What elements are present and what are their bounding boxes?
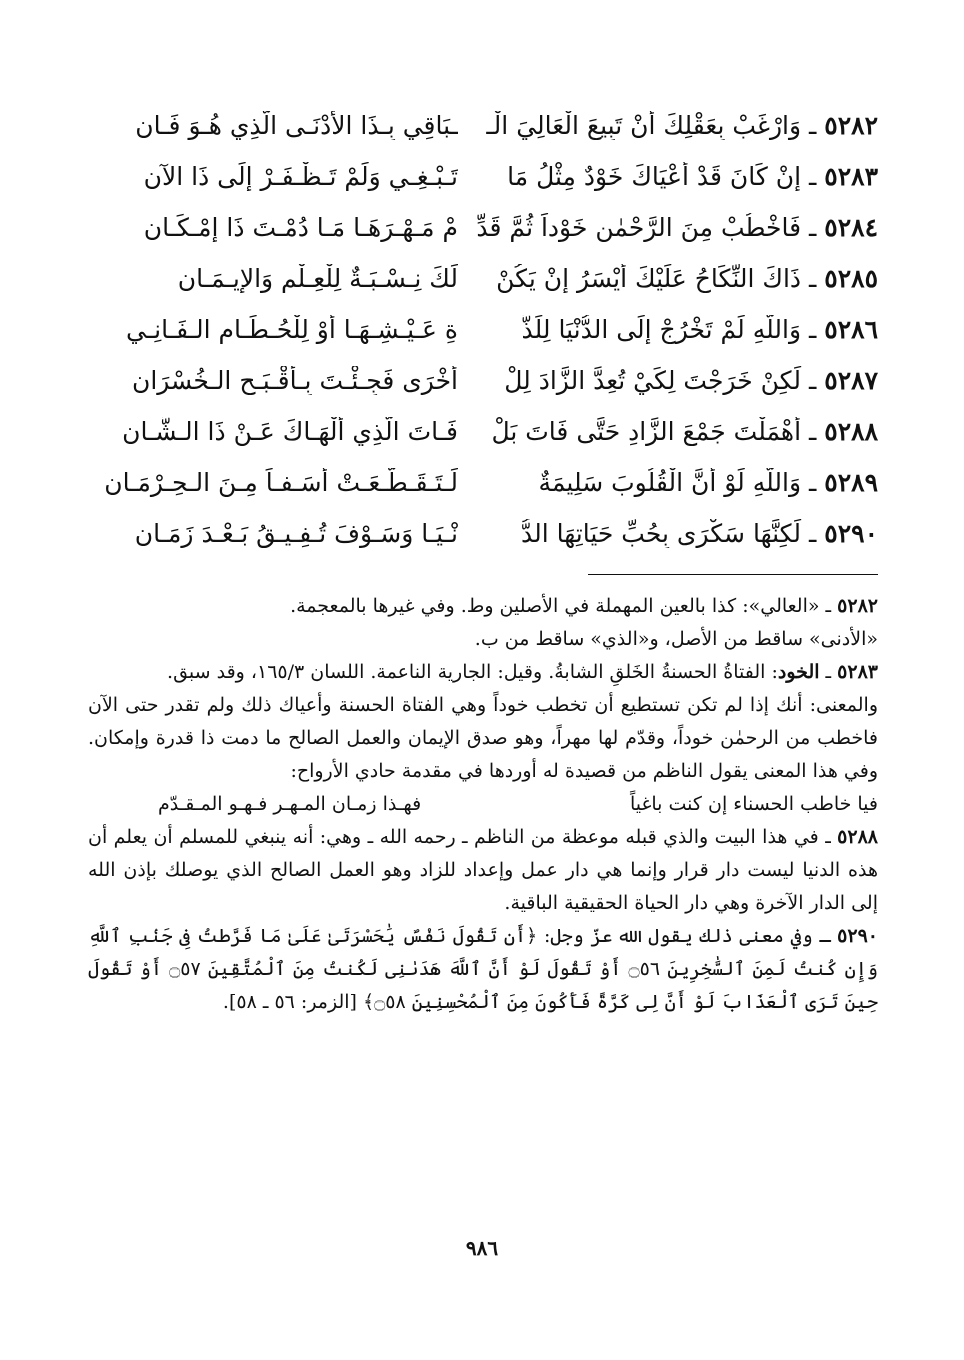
quran-citation: [الزمر: ٥٦ ـ ٥٨]. [222,991,357,1013]
footnote-5288: ٥٢٨٨ ـ في هذا البيت والذي قبله موعظة من الناظم ـ رحمه الله ـ وهي: أنه ينبغي للمسلم أن يعلم أن هذه الدنيا ليست دار قرار وإنما هي دار عمل وإعداد للزاد وهو العمل الصالح الذي يوصلك بإذن الله إلى الدار الآخرة وهي دار الحياة الحقيقية الباقية. [88,826,878,914]
footnote-meaning: والمعنى: أنك إذا لم تكن تستطيع أن تخطب خوداً وهي الفتاة الحسنة وأعياك ذلك ولم تقدر حتى الآن فاخطب من الرحمٰن خوداً، وقدّم لها مهراً، وهو صدق الإيمان والعمل الصالح ما دمت ذا قدرة وإمكان. وفي هذا المعنى يقول الناظم من قصيدة له أوردها في مقدمة حادي الأرواح: [88,694,878,782]
footnote-keyword: الخود [777,661,820,683]
verse-first-text: ـ أَهْمَلْتَ جَمْعَ الزَّادِ حَتَّى فَاتَ بَلْ [491,417,817,446]
verse-number: ٥٢٨٤ [824,213,878,242]
verse-number: ٥٢٨٧ [824,366,878,395]
verse-number: ٥٢٩٠ [824,519,878,548]
verse-first-hemistich [473,468,878,497]
footnote-text: في هذا البيت والذي قبله موعظة من الناظم ـ رحمه الله ـ وهي: أنه ينبغي للمسلم أن يعلم أن هذه الدنيا ليست دار قرار وإنما هي دار عمل وإعداد للزاد وهو العمل الصالح الذي يوصلك بإذن الله إلى الدار الآخرة وهي دار الحياة الحقيقية الباقية. [88,826,878,914]
verse-row [88,253,878,304]
verse-first-text: ـ فَاخْطُبْ مِنَ الرَّحْمٰنِ خَوْداً ثُمَّ قَدِّ [476,213,817,242]
verse-first-hemistich [473,417,878,446]
verse-first-text: ـ إِنْ كَانَ قَدْ أَعْيَاكَ خَوْدٌ مِثْلُ مَا [507,162,817,191]
verse-first-text: ـ لَكِنَّهَا سَكْرَى بِحُبِّ حَيَاتِهَا الدُّ [521,519,817,548]
verse-second-hemistich: لَكَ نِـسْـبَـةٌ لِلْعِـلْمِ وَالإِيـمَـانِ [177,264,458,293]
verse-first-text: ـ وَارْغَبْ بِعَقْلِكَ أَنْ تَبِيعَ الْعَالِيَ الْـ [486,111,817,140]
verse-second-hemistich: فَـاتَ الَّذِي أَلْهَـاكَ عَـنْ ذَا الـشَّـانِ [122,417,458,446]
verse-second-hemistich: ـبَاقِي بِـذَا الأَدْنَـى الَّذِي هُـوَ فَـانِ [135,111,458,140]
footnote-divider [588,574,878,575]
verse-first-hemistich [473,264,878,293]
footnote-number: ٥٢٨٣ [837,661,878,683]
footnote-text: «العالي»: كذا بالعين المهملة في الأصلين وط. وفي غيرها بالمعجمة. [290,595,820,617]
verse-number: ٥٢٨٦ [824,315,878,344]
verse-number: ٥٢٨٨ [824,417,878,446]
verse-first-hemistich [473,519,878,548]
verse-row [88,508,878,559]
footnote-number: ٥٢٨٨ [837,826,878,848]
verse-first-hemistich [473,366,878,395]
verse-second-hemistich: أُخْرَى فَجِـئْـتَ بِـأَقْـبَـحِ الـخُسْرَانِ [131,366,458,395]
verse-second-hemistich: مْ مَـهْـرَهَـا مَـا دُمْـتَ ذَا إِمْـكَـانِ [143,213,458,242]
footnote-5283: ٥٢٨٣ ـ الخود: الفتاةُ الحسنةُ الخَلقِ الشابةُ. وقيل: الجارية الناعمة. اللسان ١٦٥/٣، وقد سبق. [167,661,878,683]
verse-number: ٥٢٨٢ [824,111,878,140]
footnote-number: ٥٢٩٠ [837,925,878,947]
footnote-5282: ٥٢٨٢ ـ «العالي»: كذا بالعين المهملة في الأصلين وط. وفي غيرها بالمعجمة. «الأدنى» ساقط من الأصل، و«الذي» ساقط من ب. [290,595,878,650]
verse-row [88,457,878,508]
verse-row [88,355,878,406]
footnote-text: : الفتاةُ الحسنةُ الخَلقِ الشابةُ. وقيل: الجارية الناعمة. اللسان [310,661,778,683]
verse-first-hemistich [473,315,878,344]
verse-second-hemistich: نْـيَـا وَسَـوْفَ تُـفِـيـقُ بَـعْـدَ زَمَـانِ [134,519,458,548]
poem-verses [88,100,878,559]
verse-row [88,151,878,202]
verse-number: ٥٢٨٩ [824,468,878,497]
verse-first-hemistich [473,111,878,140]
footnote-number: ٥٢٨٢ [837,595,878,617]
verse-row [88,202,878,253]
footnotes [88,590,878,1019]
verse-second-hemistich: ةِ عَـيْـشِـهَـا أَوْ لِلْحُـطَـامِ الـفَـانِـي [126,315,458,344]
verse-first-hemistich [473,213,878,242]
page-number: ٩٨٦ [465,1236,499,1260]
footnote-5290: ٥٢٩٠ ـ وفي معنى ذلك يقول الله عزّ وجل: ﴿أَن تَقُولَ نَفْسٌ يَٰحَسْرَتَىٰ عَلَىٰ مَا فَرَّطتُ فِى جَنۢبِ ٱللَّهِ وَإِن كُنتُ لَمِنَ ٱلسَّٰخِرِينَ ۝٥٦ أَوْ تَقُولَ لَوْ أَنَّ ٱللَّهَ هَدَىٰنِى لَكُنتُ مِنَ ٱلْمُتَّقِينَ ۝٥٧ أَوْ تَقُولَ حِينَ تَرَى ٱلْعَذَابَ لَوْ أَنَّ لِى كَرَّةً فَأَكُونَ مِنَ ٱلْمُحْسِنِينَ ۝٥٨﴾ [الزمر: ٥٦ ـ ٥٨]. [88,925,878,1013]
verse-first-text: ـ ذَاكَ النِّكَاحُ عَلَيْكَ أَيْسَرُ إِنْ يَكُنْ [496,264,817,293]
verse-number: ٥٢٨٣ [824,162,878,191]
footnote-text: وفي معنى ذلك يقول الله عزّ وجل: [543,925,813,947]
quoted-verse-first: فيا خاطب الحسناء إن كنت باغياً [629,793,878,815]
verse-number: ٥٢٨٥ [824,264,878,293]
verse-row [88,406,878,457]
verse-second-hemistich: تَـبْـغِـي وَلَمْ تَـظْـفَـرْ إِلَى ذَا الآنِ [143,162,458,191]
quoted-verse [158,788,878,821]
verse-second-hemistich: لَـتَـقَـطَّـعَـتْ أَسَـفـاً مِـنَ الـحِـرْمَـانِ [104,468,458,497]
quoted-verse-second: فهـذا زمـان المـهـر فـهـو المـقـدّم [158,793,422,815]
footnote-text: «الأدنى» ساقط من الأصل، و«الذي» ساقط من ب. [474,628,878,650]
footnote-text: ١٦٥/٣، وقد سبق. [167,661,305,683]
verse-first-text: ـ وَاللَّهِ لَوْ أَنَّ الْقُلُوبَ سَلِيمَةٌ [538,468,817,497]
verse-first-text: ـ وَاللَّهِ لَمْ تَخْرُجْ إِلَى الدُّنْيَا لِلَذَّ [521,315,817,344]
verse-first-text: ـ لَكِنْ خَرَجْتَ لِكَيْ تُعِدَّ الزَّادَ لِلْ [504,366,817,395]
verse-row [88,304,878,355]
verse-row [88,100,878,151]
verse-first-hemistich [473,162,878,191]
quran-quote: ﴿أَن تَقُولَ نَفْسٌ يَٰحَسْرَتَىٰ عَلَىٰ مَا فَرَّطتُ فِى جَنۢبِ ٱللَّهِ وَإِن كُنتُ لَمِنَ ٱلسَّٰخِرِينَ ۝٥٦ أَوْ تَقُولَ لَوْ أَنَّ ٱللَّهَ هَدَىٰنِى لَكُنتُ مِنَ ٱلْمُتَّقِينَ ۝٥٧ أَوْ تَقُولَ حِينَ تَرَى ٱلْعَذَابَ لَوْ أَنَّ لِى كَرَّةً فَأَكُونَ مِنَ ٱلْمُحْسِنِينَ ۝٥٨﴾ [88,925,878,1013]
